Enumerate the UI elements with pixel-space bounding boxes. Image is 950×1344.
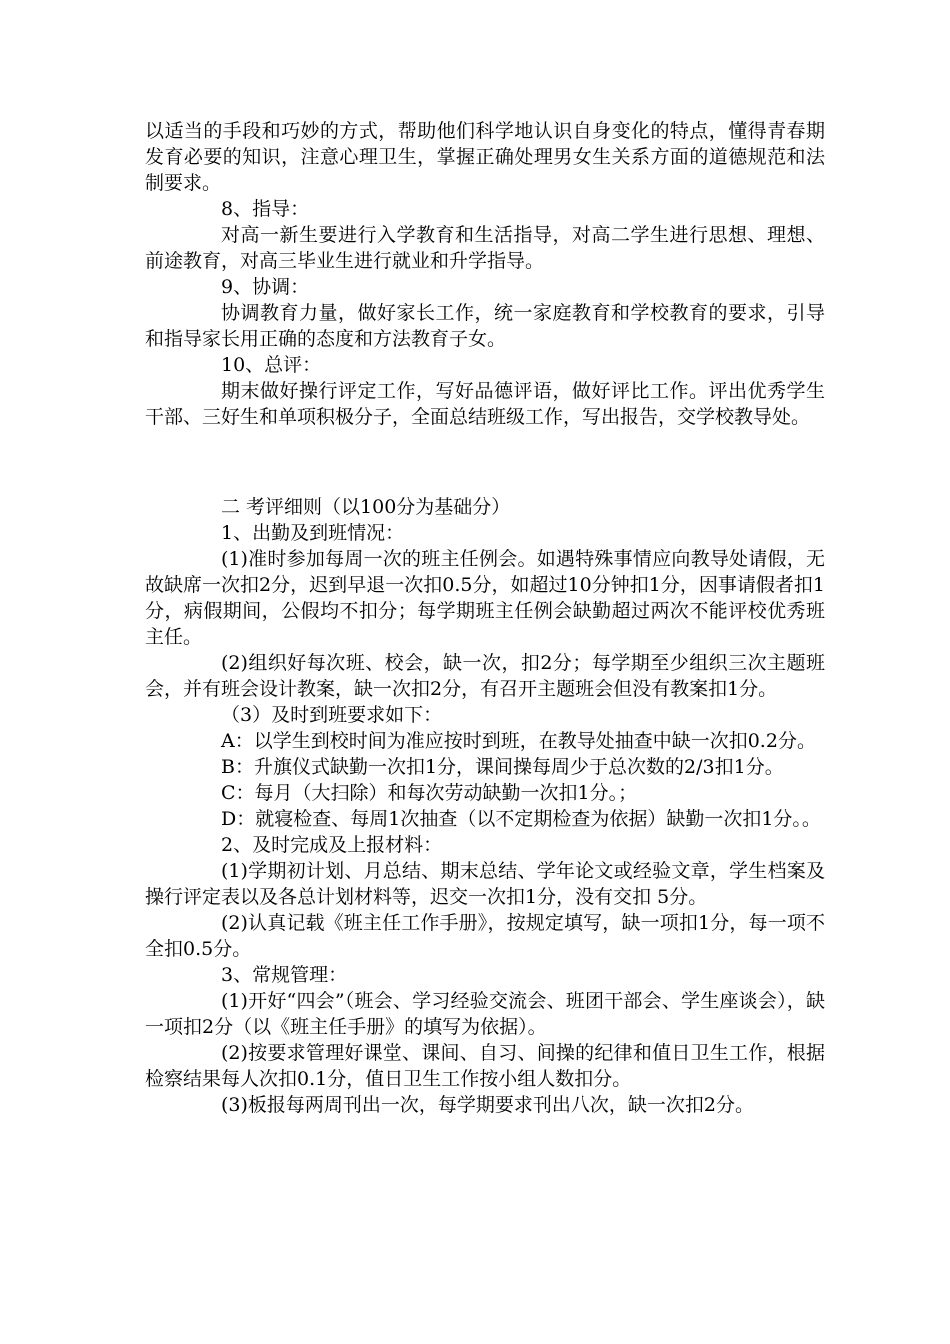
heading-8-guidance: 8、指导： xyxy=(221,198,310,220)
paragraph-puberty-guidance: 以适当的手段和巧妙的方式，帮助他们科学地认识自身变化的特点，懂得青春期发育必要的知识，注意心理卫生，掌握正确处理男女生关系方面的道德规范和法制要求。 xyxy=(145,120,825,194)
heading-1-attendance: 1、出勤及到班情况： xyxy=(221,522,405,544)
paragraph-coordination: 协调教育力量，做好家长工作，统一家庭教育和学校教育的要求，引导和指导家长用正确的态度和方法教育子女。 xyxy=(145,302,825,350)
item-3-3-blackboard: (3)板报每两周刊出一次，每学期要求刊出八次，缺一次扣2分。 xyxy=(221,1094,755,1116)
item-1-1-meetings: (1)准时参加每周一次的班主任例会。如遇特殊事情应向教导处请假，无故缺席一次扣2分，迟到早退一次扣0.5分，如超过10分钟扣1分，因事请假者扣1分，病假期间，公假均不扣分；每学期班主任例会缺勤超过两次不能评校优秀班主任。 xyxy=(145,548,825,648)
item-3-1-four-meetings: (1)开好“四会”（班会、学习经验交流会、班团干部会、学生座谈会），缺一项扣2分（以《班主任手册》的填写为依据）。 xyxy=(145,990,825,1038)
heading-10-evaluation: 10、总评： xyxy=(221,354,322,376)
item-1-2-class-meetings: (2)组织好每次班、校会，缺一次，扣2分；每学期至少组织三次主题班会，并有班会设计教案，缺一次扣2分，有召开主题班会但没有教案扣1分。 xyxy=(145,652,825,700)
paragraph-evaluation: 期末做好操行评定工作，写好品德评语，做好评比工作。评出优秀学生干部、三好生和单项积极分子，全面总结班级工作，写出报告，交学校教导处。 xyxy=(145,380,825,428)
item-2-2-handbook: (2)认真记载《班主任工作手册》，按规定填写，缺一项扣1分，每一项不全扣0.5分。 xyxy=(145,912,825,960)
item-d-dormitory: D：就寝检查、每周1次抽查（以不定期检查为依据）缺勤一次扣1分。。 xyxy=(221,808,821,830)
item-3-2-discipline: (2)按要求管理好课堂、课间、自习、间操的纪律和值日卫生工作，根据检察结果每人次扣0.1分，值日卫生工作按小组人数扣分。 xyxy=(145,1042,825,1090)
item-a-arrival: A：以学生到校时间为准应按时到班，在教导处抽查中缺一次扣0.2分。 xyxy=(221,730,816,752)
item-c-cleaning: C：每月（大扫除）和每次劳动缺勤一次扣1分。； xyxy=(221,782,638,804)
heading-9-coordination: 9、协调： xyxy=(221,276,310,298)
document-page xyxy=(145,118,825,1118)
paragraph-guidance: 对高一新生要进行入学教育和生活指导，对高二学生进行思想、理想、前途教育，对高三毕业生进行就业和升学指导。 xyxy=(145,224,825,272)
section-title-assessment-rules: 二 考评细则（以100分为基础分） xyxy=(221,496,511,518)
item-b-flag-ceremony: B：升旗仪式缺勤一次扣1分，课间操每周少于总次数的2/3扣1分。 xyxy=(221,756,784,778)
item-1-3-on-time: （3）及时到班要求如下： xyxy=(221,704,443,726)
item-2-1-plans: (1)学期初计划、月总结、期末总结、学年论文或经验文章，学生档案及操行评定表以及各总计划材料等，迟交一次扣1分，没有交扣 5分。 xyxy=(145,860,825,908)
heading-3-routine: 3、常规管理： xyxy=(221,964,348,986)
heading-2-materials: 2、及时完成及上报材料： xyxy=(221,834,443,856)
